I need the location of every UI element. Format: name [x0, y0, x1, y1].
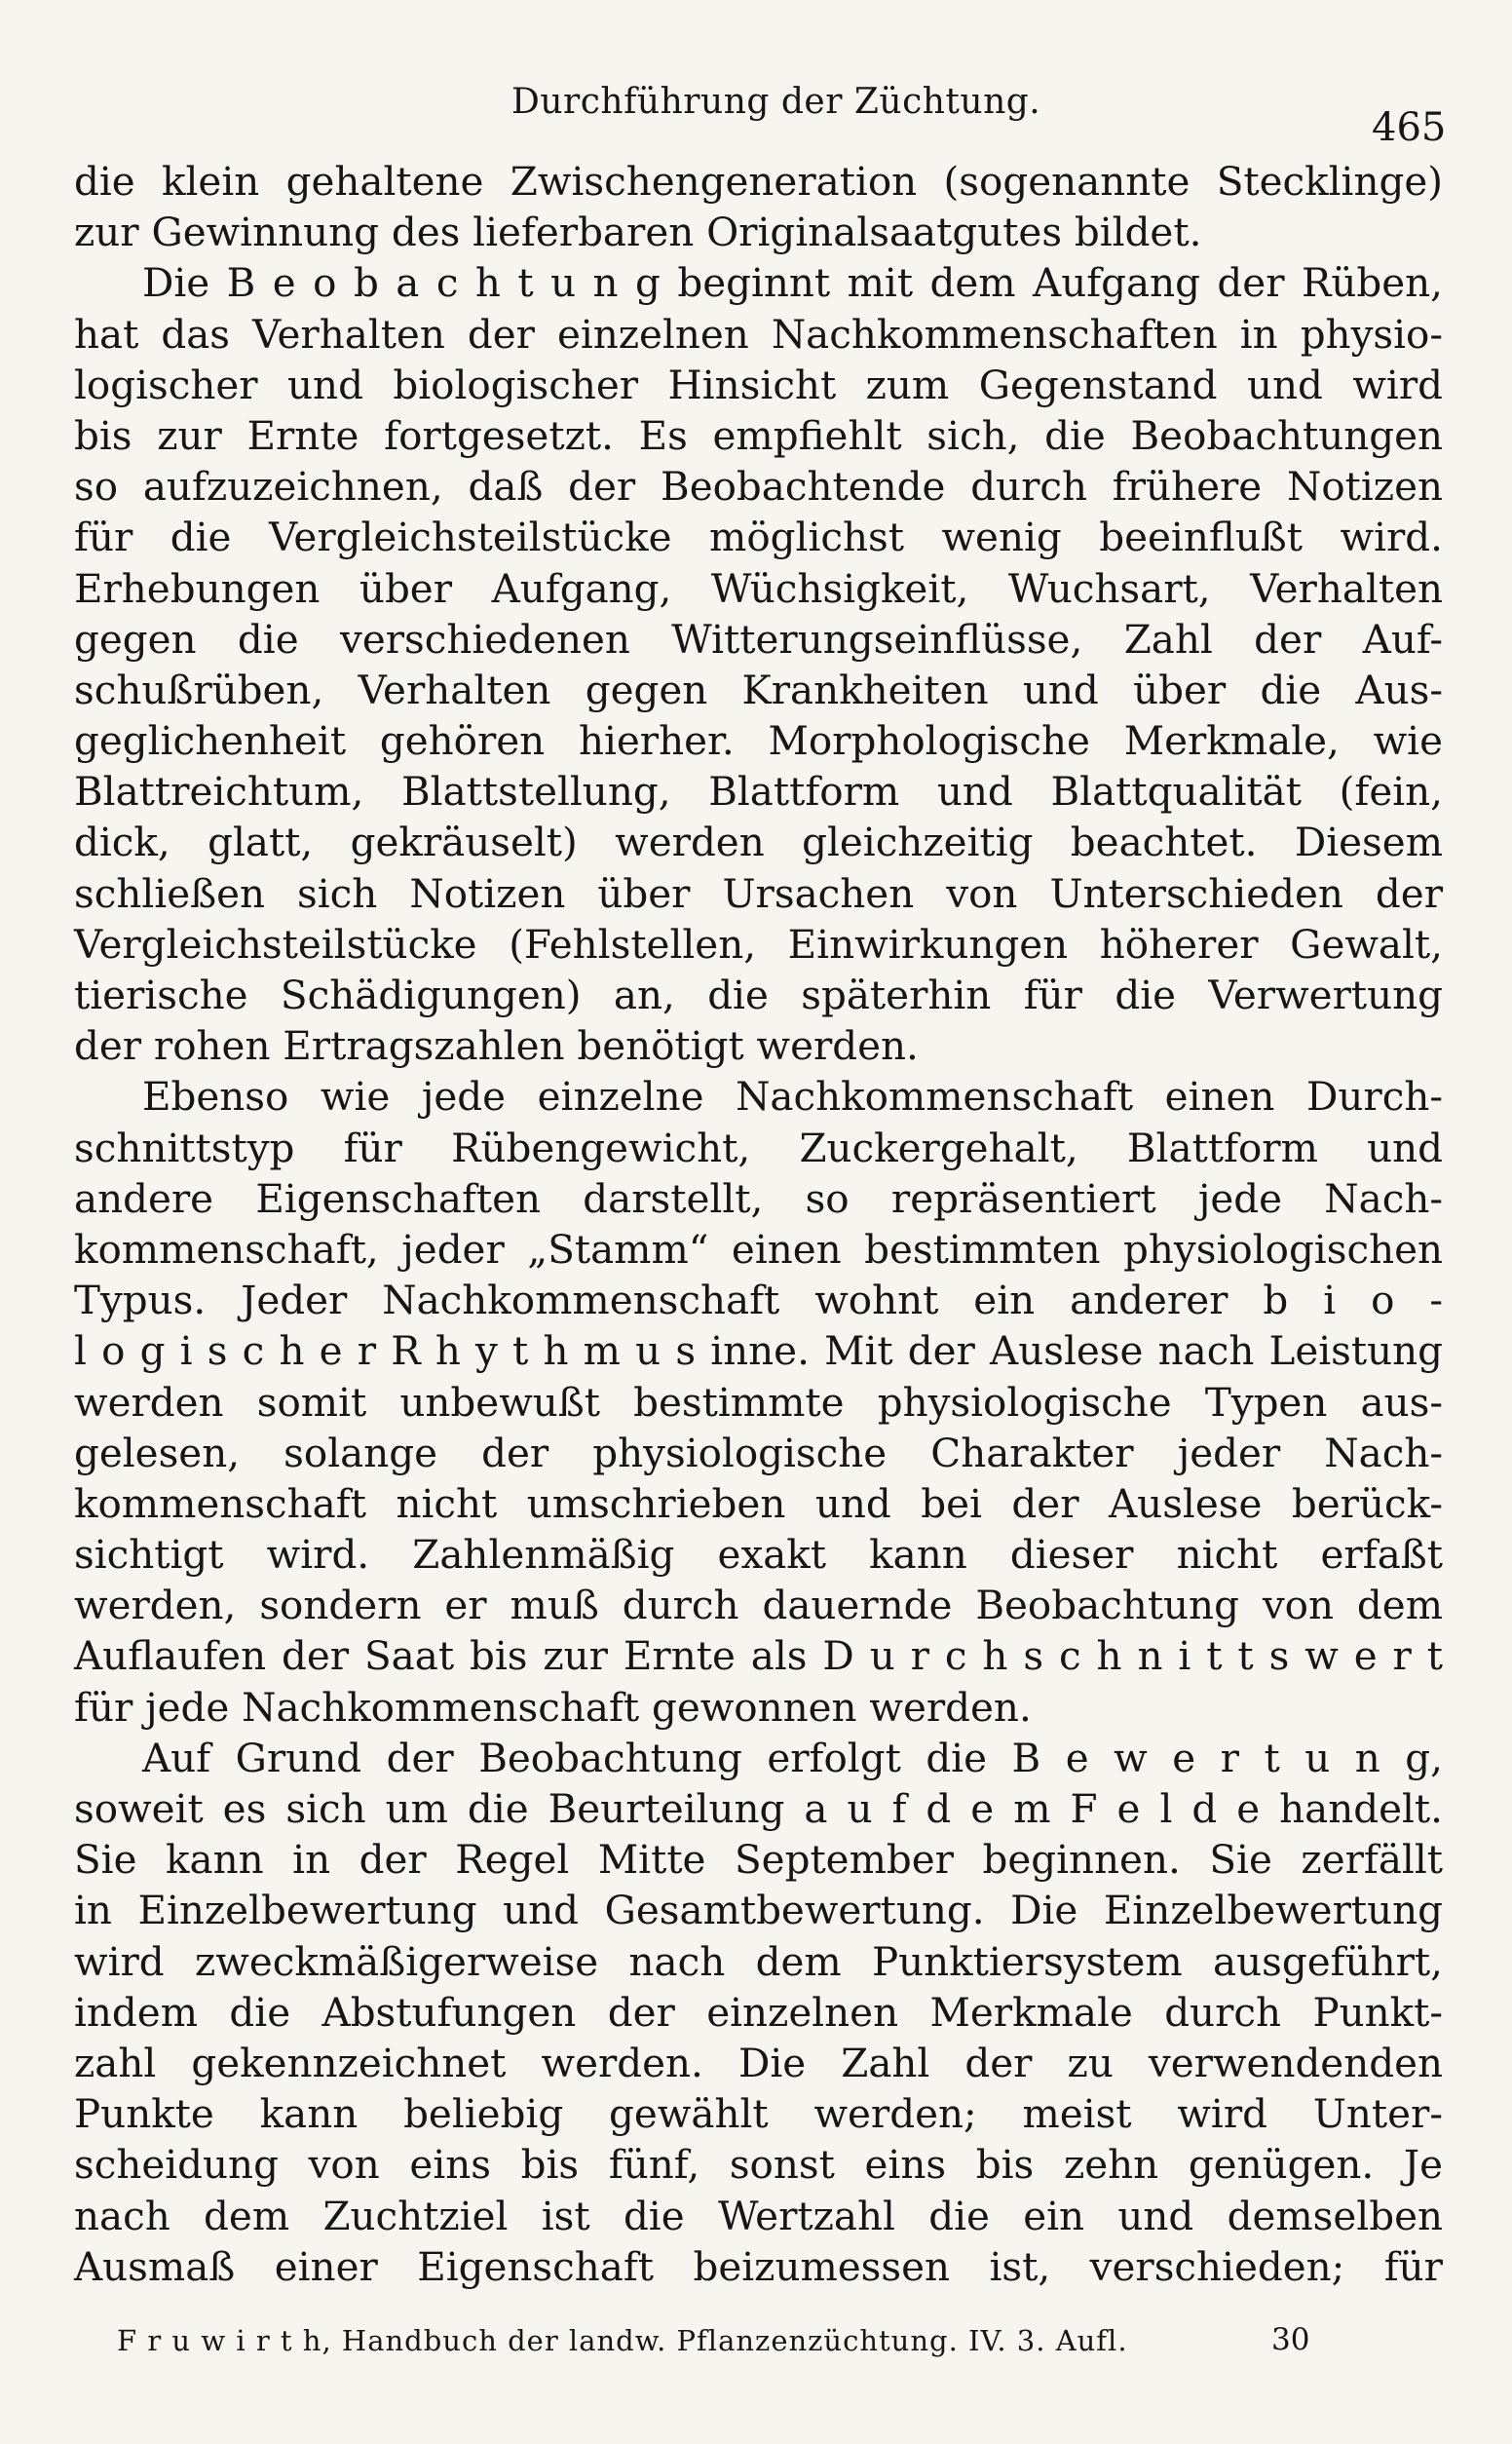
text-line: l o g i s c h e r R h y t h m u s inne. Mit der Auslese nach Leistung [74, 1327, 1443, 1375]
text-line: für jede Nachkommenschaft gewonnen werden. [74, 1683, 1032, 1731]
text-line: kommenschaft, jeder „Stamm“ einen bestimmten physiologischen [74, 1225, 1443, 1273]
text-line: Ausmaß einer Eigenschaft beizumessen ist, verschieden; für [74, 2242, 1443, 2290]
text-line: für die Vergleichsteilstücke möglichst wenig beeinflußt wird. [74, 514, 1443, 561]
text-line: schließen sich Notizen über Ursachen von Unterschieden der [74, 869, 1443, 917]
text-line: andere Eigenschaften darstellt, so repräsentiert jede Nach- [74, 1174, 1443, 1222]
sheet-signature: 30 [1271, 2322, 1310, 2357]
text-line: Punkte kann beliebig gewählt werden; meist wird Unter- [74, 2090, 1443, 2138]
page-number: 465 [1372, 105, 1447, 150]
text-line: tierische Schädigungen) an, die späterhin für die Verwertung [74, 972, 1443, 1018]
text-line: gegen die verschiedenen Witterungseinflüsse, Zahl der Auf- [74, 615, 1443, 663]
text-line: schnittstyp für Rübengewicht, Zuckergehalt, Blattform und [74, 1124, 1443, 1171]
text-line: Auf Grund der Beobachtung erfolgt die B e w e r t u n g, [142, 1734, 1443, 1781]
text-line: logischer und biologischer Hinsicht zum Gegenstand und wird [74, 361, 1443, 408]
text-line: Typus. Jeder Nachkommenschaft wohnt ein anderer b i o - [74, 1277, 1443, 1324]
text-line: der rohen Ertragszahlen benötigt werden. [74, 1022, 919, 1070]
text-line: werden, sondern er muß durch dauernde Beobachtung von dem [74, 1582, 1443, 1629]
text-line: bis zur Ernte fortgesetzt. Es empfiehlt sich, die Beobachtungen [74, 411, 1443, 459]
text-line: Sie kann in der Regel Mitte September beginnen. Sie zerfällt [74, 1836, 1443, 1884]
body-text [74, 156, 1443, 2292]
text-line: wird zweckmäßigerweise nach dem Punktiersystem ausgeführt, [74, 1937, 1443, 1985]
text-line: soweit es sich um die Beurteilung a u f d e m F e l d e handelt. [74, 1785, 1443, 1832]
text-line: in Einzelbewertung und Gesamtbewertung. Die Einzelbewertung [74, 1887, 1443, 1934]
footer-citation: F r u w i r t h, Handbuch der landw. Pflanzenzüchtung. IV. 3. Aufl. [117, 2324, 1128, 2357]
text-line: hat das Verhalten der einzelnen Nachkommenschaften in physio- [74, 310, 1443, 358]
text-line: so aufzuzeichnen, daß der Beobachtende durch frühere Notizen [74, 463, 1443, 511]
text-line: geglichenheit gehören hierher. Morphologische Merkmale, wie [74, 717, 1443, 765]
text-line: Vergleichsteilstücke (Fehlstellen, Einwirkungen höherer Gewalt, [74, 920, 1443, 968]
text-line: Ebenso wie jede einzelne Nachkommenschaft einen Durch- [142, 1073, 1443, 1121]
text-line: werden somit unbewußt bestimmte physiologische Typen aus- [74, 1378, 1443, 1426]
text-line: Erhebungen über Aufgang, Wüchsigkeit, Wuchsart, Verhalten [74, 564, 1443, 612]
text-line: scheidung von eins bis fünf, sonst eins bis zehn genügen. Je [74, 2141, 1443, 2189]
text-line: gelesen, solange der physiologische Charakter jeder Nach- [74, 1429, 1443, 1476]
text-line: nach dem Zuchtziel ist die Wertzahl die ein und demselben [74, 2192, 1443, 2239]
text-line: kommenschaft nicht umschrieben und bei der Auslese berück- [74, 1479, 1443, 1527]
text-line: Blattreichtum, Blattstellung, Blattform und Blattqualität (fein, [74, 768, 1443, 816]
text-line: schußrüben, Verhalten gegen Krankheiten und über die Aus- [74, 666, 1443, 713]
text-line: zahl gekennzeichnet werden. Die Zahl der zu verwendenden [74, 2039, 1443, 2086]
text-line: sichtigt wird. Zahlenmäßig exakt kann dieser nicht erfaßt [74, 1531, 1443, 1579]
text-line: Auflaufen der Saat bis zur Ernte als D u r c h s c h n i t t s w e r t [74, 1632, 1443, 1680]
text-line: indem die Abstufungen der einzelnen Merkmale durch Punkt- [74, 1988, 1443, 2036]
text-line: dick, glatt, gekräuselt) werden gleichzeitig beachtet. Diesem [74, 819, 1443, 866]
text-line: zur Gewinnung des lieferbaren Originalsaatgutes bildet. [74, 209, 1202, 256]
running-header: Durchführung der Züchtung. [511, 82, 1041, 122]
text-line: Die B e o b a c h t u n g beginnt mit dem Aufgang der Rüben, [142, 259, 1443, 307]
text-line: die klein gehaltene Zwischengeneration (sogenannte Stecklinge) [74, 158, 1443, 205]
